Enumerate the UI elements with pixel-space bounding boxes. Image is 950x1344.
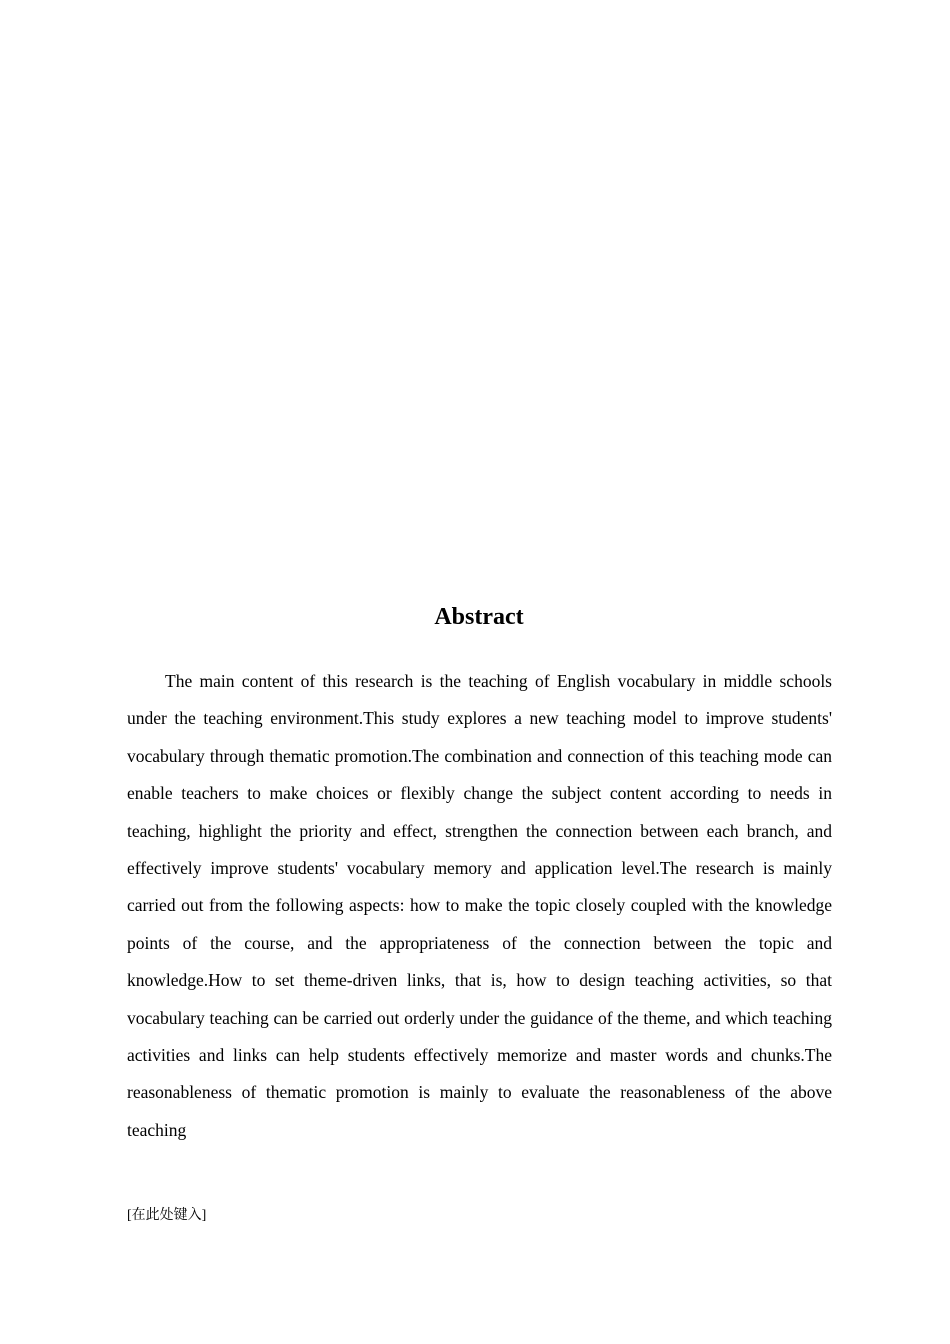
footer-placeholder-text[interactable]: [在此处键入] — [127, 1208, 207, 1223]
abstract-paragraph: The main content of this research is the teaching of English vocabulary in middle schools under the teaching environment.This study explores a new teaching model to improve students' vocabulary through thematic promotion.The combination and connection of this teaching mode can enable teachers to make choices or flexibly change the subject content according to needs in teaching, highlight the priority and effect, strengthen the connection between each branch, and effectively improve students' vocabulary memory and application level.The research is mainly carried out from the following aspects: how to make the topic closely coupled with the knowledge points of the course, and the appropriateness of the connection between the topic and knowledge.How to set theme-driven links, that is, how to design teaching activities, so that vocabulary teaching can be carried out orderly under the guidance of the theme, and which teaching activities and links can help students effectively memorize and master words and chunks.The reasonableness of thematic promotion is mainly to evaluate the reasonableness of the above teaching — [127, 671, 832, 1140]
abstract-heading: Abstract — [434, 604, 524, 630]
